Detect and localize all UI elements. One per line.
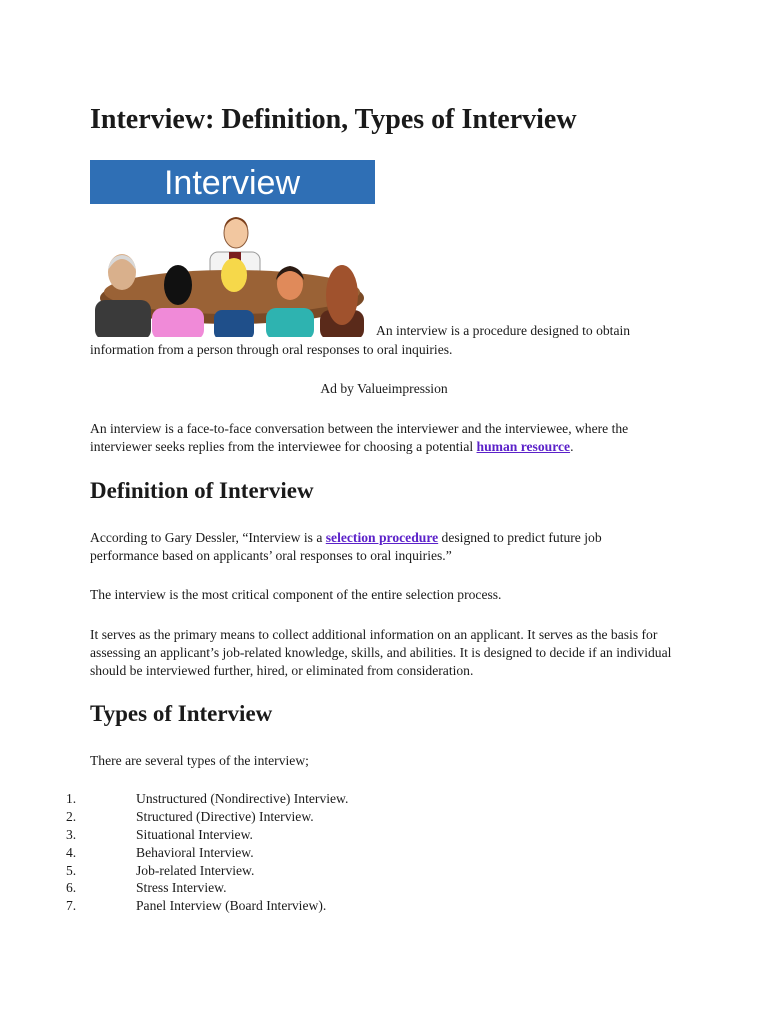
types-intro: There are several types of the interview; [90, 753, 309, 768]
intro-inline-text: An interview is a procedure designed to obtain [376, 323, 631, 338]
selection-procedure-link[interactable]: selection procedure [325, 530, 439, 545]
types-heading: Types of Interview [90, 701, 273, 726]
interview-illustration-graphic [90, 160, 375, 337]
interview-illustration [90, 160, 375, 337]
page-title: Interview: Definition, Types of Interview [90, 104, 577, 135]
list-item-number: 3. [66, 826, 77, 842]
list-item-text: Job-related Interview. [136, 862, 255, 878]
list-item-number: 5. [66, 862, 77, 878]
paragraph-intro-text: An interview is a face-to-face conversation between the interviewer and the interviewee, where the interviewer seeks replies from the interviewee for choosing a potential [90, 421, 629, 454]
list-item-number: 7. [66, 898, 77, 914]
definition-paragraph-3: It serves as the primary means to collect additional information on an applicant. It serves as the basis for assessing an applicant’s job-related knowledge, skills, and abilities. It is designed to decide if an individual should be interviewed further, hired, or eliminated from consideration. [90, 627, 672, 678]
paragraph-intro [90, 420, 680, 456]
list-item-text: Stress Interview. [136, 880, 227, 896]
list-item-number: 4. [66, 844, 77, 860]
definition-text-before: According to Gary Dessler, “Interview is a [90, 530, 326, 545]
ad-label: Ad by Valueimpression [320, 381, 448, 396]
intro-continuation: information from a person through oral responses to oral inquiries. [90, 342, 453, 357]
list-item-text: Structured (Directive) Interview. [136, 808, 314, 824]
list-item-text: Situational Interview. [136, 826, 253, 842]
human-resource-link[interactable]: human resource [476, 439, 571, 454]
list-item-text: Panel Interview (Board Interview). [136, 898, 327, 914]
paragraph-intro-end: . [570, 439, 574, 454]
definition-paragraph-2: The interview is the most critical component of the entire selection process. [90, 587, 502, 602]
list-item-number: 1. [66, 791, 77, 806]
definition-text-after: designed to predict future job performance based on applicants’ oral responses to oral inquiries.” [90, 530, 602, 563]
definition-paragraph-1 [90, 529, 670, 565]
list-item-text: Behavioral Interview. [136, 844, 254, 860]
list-item-text: Unstructured (Nondirective) Interview. [136, 791, 349, 806]
definition-heading: Definition of Interview [90, 478, 314, 503]
list-item-number: 6. [66, 880, 77, 896]
list-item-number: 2. [66, 808, 77, 824]
image-banner-text: Interview [163, 164, 301, 202]
